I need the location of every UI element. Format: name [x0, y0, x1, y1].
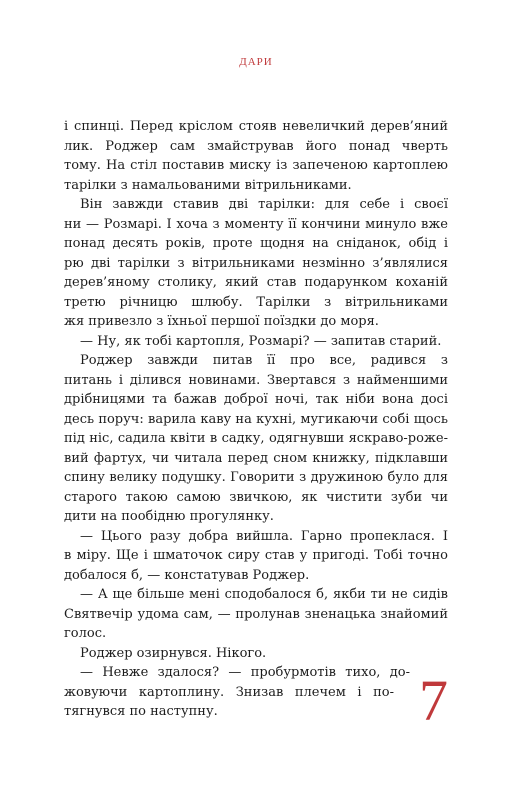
- text-line: дрібницями та бажав доброї ночі, так ніби вона досі: [64, 392, 448, 407]
- text-line: рю дві тарілки з вітрильниками незмінно з’являлися: [64, 255, 448, 271]
- text-line: ни — Розмарі. І хоча з моменту її кончини минуло вже: [64, 216, 448, 232]
- running-head: ДАРИ: [239, 56, 273, 68]
- text-line: під ніс, садила квіти в садку, одягнувши яскраво-роже-: [64, 431, 448, 446]
- text-line: Роджер завжди питав її про все, радився з: [80, 353, 448, 368]
- body-text: [64, 117, 448, 722]
- text-line: Роджер озирнувся. Нікого.: [80, 645, 267, 661]
- text-line: вий фартух, чи читала перед сном книжку, підклавши: [64, 450, 448, 466]
- text-line: понад десять років, проте щодня на сніданок, обід і: [64, 236, 448, 251]
- text-line: Він завжди ставив дві тарілки: для себе і своєї: [80, 197, 448, 212]
- text-line: питань і ділився новинами. Звертався з найменшими: [64, 372, 448, 388]
- text-line: жовуючи картоплину. Знизав плечем і по-: [64, 684, 394, 700]
- text-line: жя привезло з їхньої першої поїздки до моря.: [64, 314, 379, 329]
- text-line: десь поруч: варила каву на кухні, мугикаючи собі щось: [64, 411, 448, 427]
- text-line: Святвечір удома сам, — пролунав зненацька знайомий: [64, 606, 448, 622]
- text-line: голос.: [64, 626, 107, 641]
- text-line: старого такою самою звичкою, як чистити зуби чи: [64, 489, 448, 505]
- text-line: лик. Роджер сам змайстрував його понад чверть: [64, 138, 448, 154]
- text-line: — Ну, як тобі картопля, Розмарі? — запитав старий.: [80, 333, 442, 349]
- text-line: третю річницю шлюбу. Тарілки з вітрильниками: [64, 294, 448, 310]
- text-line: — Цього разу добра вийшла. Гарно пропеклася. І: [80, 528, 448, 544]
- text-line: дити на пообідню прогулянку.: [64, 509, 274, 524]
- text-line: в міру. Ще і шматочок сиру став у пригоді. Тобі точно: [64, 548, 448, 563]
- text-line: добалося б, — констатував Роджер.: [64, 567, 310, 583]
- text-line: тарілки з намальованими вітрильниками.: [64, 177, 352, 193]
- text-line: спину велику подушку. Говорити з дружиною було для: [64, 470, 448, 485]
- text-line: — Невже здалося? — пробурмотів тихо, до-: [80, 665, 410, 680]
- page-number: 7: [419, 668, 448, 733]
- text-line: — А ще більше мені сподобалося б, якби ти не сидів: [80, 587, 448, 602]
- text-line: тому. На стіл поставив миску із запеченою картоплею: [64, 158, 448, 173]
- text-line: дерев’яному столику, який став подарунком коханій: [64, 275, 448, 290]
- text-line: тягнувся по наступну.: [64, 704, 218, 719]
- text-line: і спинці. Перед кріслом стояв невеличкий дерев’яний: [64, 119, 448, 134]
